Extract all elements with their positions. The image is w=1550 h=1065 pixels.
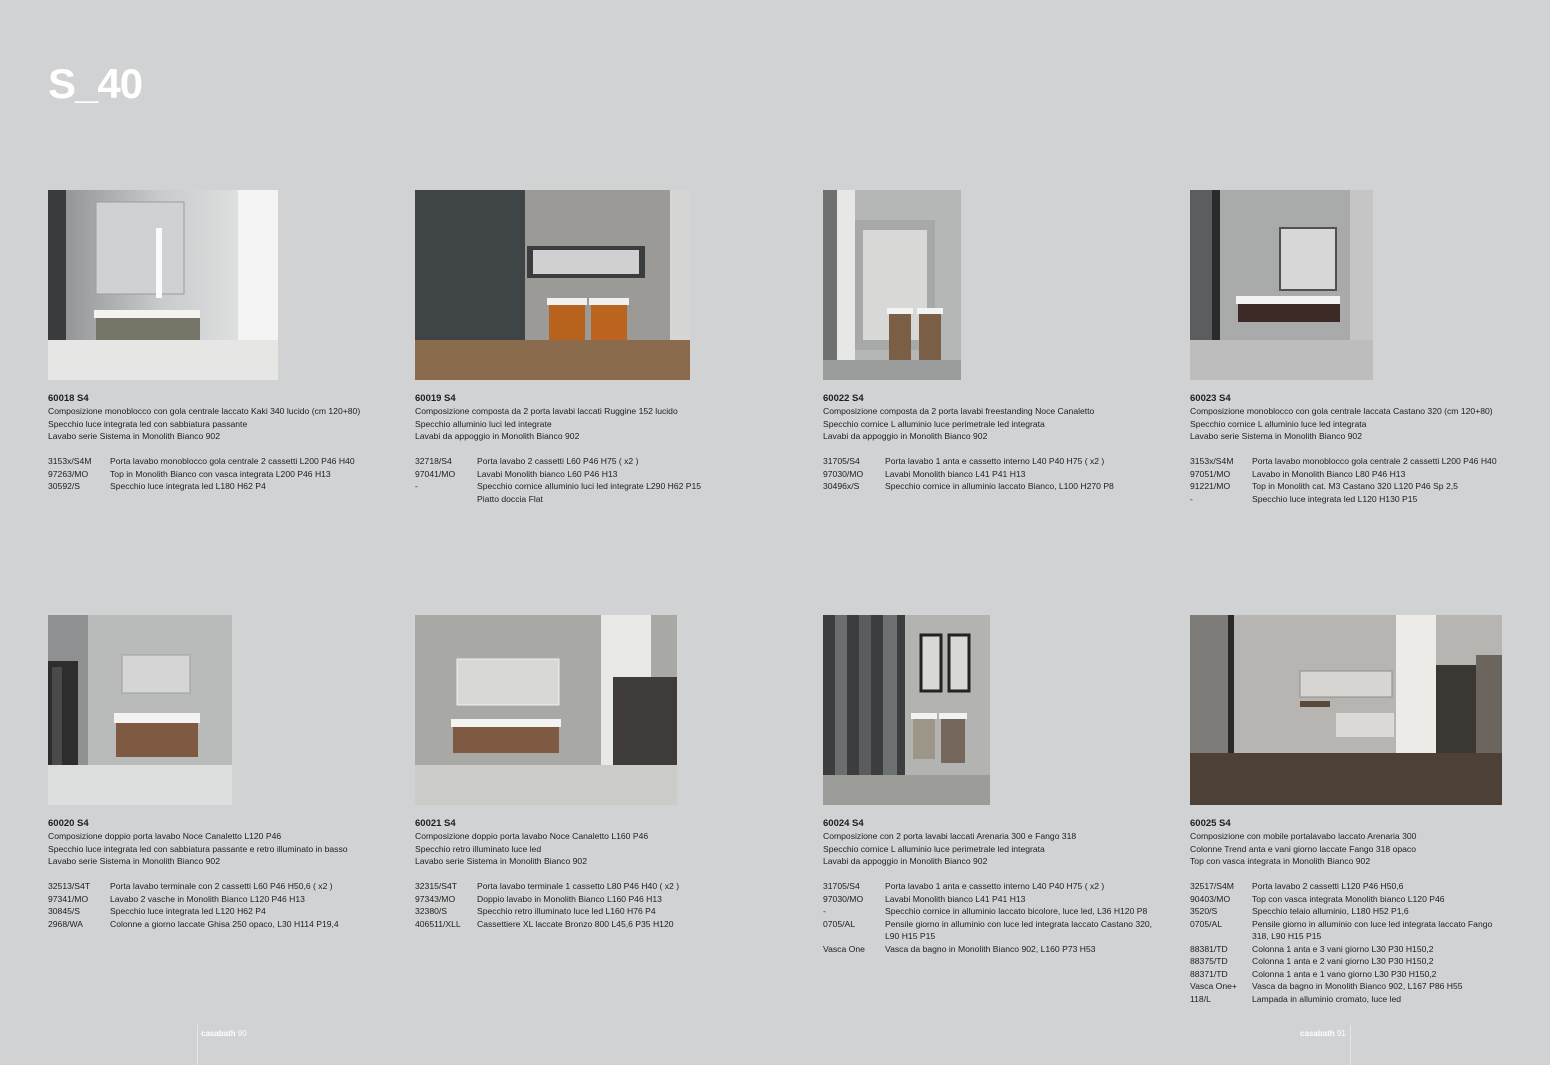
product-description: Composizione con mobile portalavabo laccato Arenaria 300 Colonne Trend anta e vani giorno laccate Fango 318 opaco Top con vasca integrata in Monolith Bianco 902 <box>1190 831 1417 866</box>
product-description: Composizione composta da 2 porta lavabi laccati Ruggine 152 lucido Specchio alluminio luci led integrate Lavabi da appoggio in Monolith Bianco 902 <box>415 406 678 441</box>
list-item: 97030/MO Lavabi Monolith bianco L41 P41 H13 <box>823 468 1026 479</box>
item-list <box>823 455 1163 493</box>
product-card-60018 <box>48 190 388 493</box>
page-title: S_40 <box>48 60 143 107</box>
footer-brand: casabath <box>201 1029 236 1038</box>
product-card-60023 <box>1190 190 1530 505</box>
page-number: 91 <box>1336 1029 1346 1038</box>
footer-divider-left <box>197 1025 198 1065</box>
list-item: 30592/S Specchio luce integrata led L180 H62 P4 <box>48 481 266 491</box>
footer-right <box>1300 1029 1346 1038</box>
list-item: 0705/AL Pensile giorno in alluminio con luce led integrata laccato Castano 320, L90 H15 P15 <box>823 918 1153 941</box>
product-code: 60024 S4 <box>823 818 864 829</box>
page-number: 90 <box>237 1029 247 1038</box>
product-photo[interactable] <box>1190 615 1502 805</box>
product-code: 60023 S4 <box>1190 393 1231 404</box>
list-item: 2968/WA Colonne a giorno laccate Ghisa 250 opaco, L30 H114 P19,4 <box>48 918 339 929</box>
product-photo[interactable] <box>48 190 278 380</box>
product-card-60022 <box>823 190 1163 493</box>
product-card-60020 <box>48 615 388 930</box>
list-item: 406511/XLL Cassettiere XL laccate Bronzo 800 L45,6 P35 H120 <box>415 918 674 929</box>
list-item: Vasca One+ Vasca da bagno in Monolith Bianco 902, L167 P86 H55 <box>1190 981 1463 991</box>
item-list <box>48 455 388 493</box>
list-item: Piatto doccia Flat <box>477 493 543 504</box>
product-code: 60022 S4 <box>823 393 864 404</box>
list-item: 32380/S Specchio retro illuminato luce led L160 H76 P4 <box>415 906 656 916</box>
item-list <box>1190 455 1530 505</box>
item-list <box>415 880 755 930</box>
list-item: 88381/TD Colonna 1 anta e 3 vani giorno L30 P30 H150,2 <box>1190 943 1434 954</box>
product-code: 60018 S4 <box>48 393 89 404</box>
list-item: 31705/S4 Porta lavabo 1 anta e cassetto interno L40 P40 H75 ( x2 ) <box>823 456 1105 466</box>
list-item: Vasca One Vasca da bagno in Monolith Bianco 902, L160 P73 H53 <box>823 943 1096 954</box>
list-item: 30496x/S Specchio cornice in alluminio laccato Bianco, L100 H270 P8 <box>823 481 1114 491</box>
product-code: 60025 S4 <box>1190 818 1231 829</box>
list-item: 88375/TD Colonna 1 anta e 2 vani giorno L30 P30 H150,2 <box>1190 956 1434 966</box>
item-list <box>415 455 755 505</box>
list-item: 32517/S4M Porta lavabo 2 cassetti L120 P46 H50,6 <box>1190 881 1404 891</box>
footer-divider-right <box>1350 1025 1351 1065</box>
product-photo[interactable] <box>1190 190 1373 380</box>
product-code: 60019 S4 <box>415 393 456 404</box>
product-code: 60020 S4 <box>48 818 89 829</box>
list-item: - Specchio cornice in alluminio laccato bicolore, luce led, L36 H120 P8 <box>823 906 1148 916</box>
product-description: Composizione doppio porta lavabo Noce Canaletto L120 P46 Specchio luce integrata led con sabbiatura passante e retro illuminato in basso Lavabo serie Sistema in Monolith Bianco 902 <box>48 831 348 866</box>
footer-left <box>201 1029 247 1038</box>
list-item: 0705/AL Pensile giorno in alluminio con luce led integrata laccato Fango 318, L90 H15 P15 <box>1190 918 1493 941</box>
list-item: 90403/MO Top con vasca integrata Monolith bianco L120 P46 <box>1190 893 1445 904</box>
product-card-60019 <box>415 190 755 505</box>
product-card-60024 <box>823 615 1163 955</box>
list-item: 97051/MO Lavabo in Monolith Bianco L80 P46 H13 <box>1190 468 1406 479</box>
product-description: Composizione doppio porta lavabo Noce Canaletto L160 P46 Specchio retro illuminato luce led Lavabo serie Sistema in Monolith Bianco 902 <box>415 831 649 866</box>
product-description: Composizione con 2 porta lavabi laccati Arenaria 300 e Fango 318 Specchio cornice L alluminio luce perimetrale led integrata Lavabi da appoggio in Monolith Bianco 902 <box>823 831 1077 866</box>
list-item: 3153x/S4M Porta lavabo monoblocco gola centrale 2 cassetti L200 P46 H40 <box>1190 456 1497 466</box>
product-card-60025 <box>1190 615 1510 1005</box>
product-description: Composizione monoblocco con gola centrale laccato Kaki 340 lucido (cm 120+80) Specchio luce integrata led con sabbiatura passante Lavabo serie Sistema in Monolith Bianco 902 <box>48 406 361 441</box>
list-item: - Specchio cornice alluminio luci led integrate L290 H62 P15 <box>415 481 702 491</box>
product-photo[interactable] <box>415 190 690 380</box>
list-item: 97341/MO Lavabo 2 vasche in Monolith Bianco L120 P46 H13 <box>48 893 305 904</box>
list-item: 118/L Lampada in alluminio cromato, luce led <box>1190 993 1402 1004</box>
product-photo[interactable] <box>48 615 232 805</box>
list-item: 30845/S Specchio luce integrata led L120 H62 P4 <box>48 906 266 916</box>
item-list <box>48 880 388 930</box>
list-item: 32513/S4T Porta lavabo terminale con 2 cassetti L60 P46 H50,6 ( x2 ) <box>48 881 333 891</box>
product-photo[interactable] <box>823 190 961 380</box>
item-list <box>823 880 1163 955</box>
list-item: 97343/MO Doppio lavabo in Monolith Bianco L160 P46 H13 <box>415 893 662 904</box>
product-description: Composizione composta da 2 porta lavabi freestanding Noce Canaletto Specchio cornice L alluminio luce perimetrale led integrata Lavabi da appoggio in Monolith Bianco 902 <box>823 406 1095 441</box>
list-item: 88371/TD Colonna 1 anta e 1 vano giorno L30 P30 H150,2 <box>1190 968 1437 979</box>
list-item: 97030/MO Lavabi Monolith bianco L41 P41 H13 <box>823 893 1026 904</box>
list-item: 3520/S Specchio telaio alluminio, L180 H52 P1,6 <box>1190 906 1409 916</box>
list-item: 91221/MO Top in Monolith cat. M3 Castano 320 L120 P46 Sp 2,5 <box>1190 481 1458 491</box>
list-item: 32718/S4 Porta lavabo 2 cassetti L60 P46 H75 ( x2 ) <box>415 456 639 466</box>
list-item: 97041/MO Lavabi Monolith bianco L60 P46 H13 <box>415 468 618 479</box>
item-list <box>1190 880 1510 1005</box>
product-photo[interactable] <box>823 615 990 805</box>
list-item: 3153x/S4M Porta lavabo monoblocco gola centrale 2 cassetti L200 P46 H40 <box>48 456 355 466</box>
list-item: 32315/S4T Porta lavabo terminale 1 cassetto L80 P46 H40 ( x2 ) <box>415 881 680 891</box>
product-photo[interactable] <box>415 615 677 805</box>
product-description: Composizione monoblocco con gola centrale laccata Castano 320 (cm 120+80) Specchio cornice L alluminio luce led integrata Lavabo serie Sistema in Monolith Bianco 902 <box>1190 406 1493 441</box>
list-item: 97263/MO Top in Monolith Bianco con vasca integrata L200 P46 H13 <box>48 468 331 479</box>
product-card-60021 <box>415 615 755 930</box>
product-code: 60021 S4 <box>415 818 456 829</box>
list-item: 31705/S4 Porta lavabo 1 anta e cassetto interno L40 P40 H75 ( x2 ) <box>823 881 1105 891</box>
footer-brand: casabath <box>1300 1029 1335 1038</box>
list-item: - Specchio luce integrata led L120 H130 P15 <box>1190 493 1418 504</box>
